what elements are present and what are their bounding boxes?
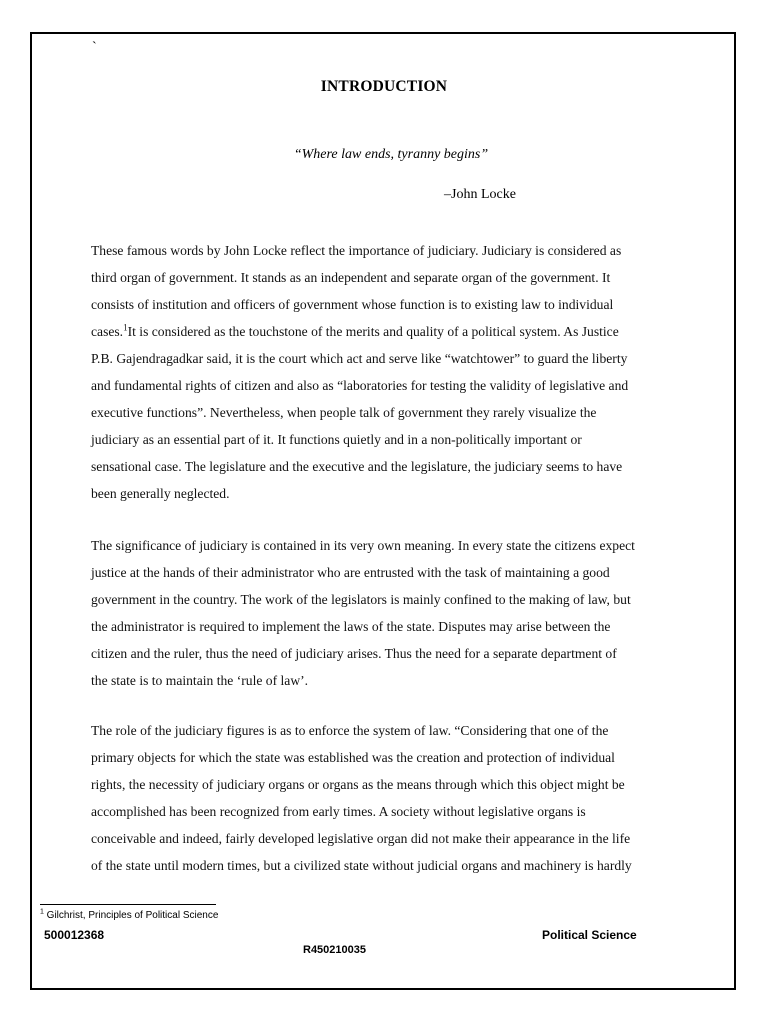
paragraph-line: justice at the hands of their administrator who are entrusted with the task of maintaining a good [91,565,610,580]
paragraph-line: P.B. Gajendragadkar said, it is the court which act and serve like “watchtower” to guard the liberty [91,351,628,366]
paragraph-line: government in the country. The work of the legislators is mainly confined to the making of law, but [91,592,631,607]
epigraph-attribution: –John Locke [444,187,516,202]
footer-subject: Political Science [542,928,637,942]
epigraph-quote: “Where law ends, tyranny begins” [293,147,489,162]
paragraph-line: rights, the necessity of judiciary organs or organs as the means through which this object might be [91,777,625,792]
paragraph-line: citizen and the ruler, thus the need of judiciary arises. Thus the need for a separate department of [91,646,617,661]
paragraph-line: of the state until modern times, but a civilized state without judicial organs and machinery is hardly [91,858,632,873]
footer-roll-number: R450210035 [303,944,367,956]
paragraph-line: the administrator is required to implement the laws of the state. Disputes may arise between the [91,619,611,634]
paragraph-line: conceivable and indeed, fairly developed legislative organ did not make their appearance in the life [91,831,631,846]
line-text: It is considered as the touchstone of the merits and quality of a political system. As Justice [127,324,619,339]
footnote-number: 1 [40,908,44,916]
paragraph-line: consists of institution and officers of government whose function is to existing law to individual [91,297,614,312]
page-title: INTRODUCTION [320,78,448,95]
paragraph-line [91,318,699,345]
footer-student-id: 500012368 [44,928,105,942]
paragraph-3 [91,717,699,879]
paragraph-line: sensational case. The legislature and the executive and the legislature, the judiciary seems to have [91,459,623,474]
paragraph-line: and fundamental rights of citizen and also as “laboratories for testing the validity of legislative and [91,378,629,393]
line-text: cases. [91,324,124,339]
paragraph-line: third organ of government. It stands as an independent and separate organ of the government. It [91,270,611,285]
paragraph-line: the state is to maintain the ‘rule of law’. [91,673,309,688]
footnote-divider [40,904,216,905]
paragraph-line: judiciary as an essential part of it. It functions quietly and in a non-politically important or [91,432,582,447]
paragraph-line: The role of the judiciary figures is as to enforce the system of law. “Considering that one of the [91,723,609,738]
paragraph-line: accomplished has been recognized from early times. A society without legislative organs is [91,804,586,819]
footnote-text: Gilchrist, Principles of Political Science [43,910,219,921]
footnote [40,910,218,921]
paragraph-2 [91,532,699,694]
paragraph-1 [91,237,699,507]
paragraph-line: These famous words by John Locke reflect the importance of judiciary. Judiciary is considered as [91,243,622,258]
paragraph-line: primary objects for which the state was established was the creation and protection of individual [91,750,615,765]
paragraph-line: executive functions”. Nevertheless, when people talk of government they rarely visualize the [91,405,597,420]
footnote-reference[interactable]: 1 [123,322,128,333]
stray-mark: ` [92,40,97,55]
paragraph-line: The significance of judiciary is contained in its very own meaning. In every state the citizens expect [91,538,635,553]
paragraph-line: been generally neglected. [91,486,230,501]
